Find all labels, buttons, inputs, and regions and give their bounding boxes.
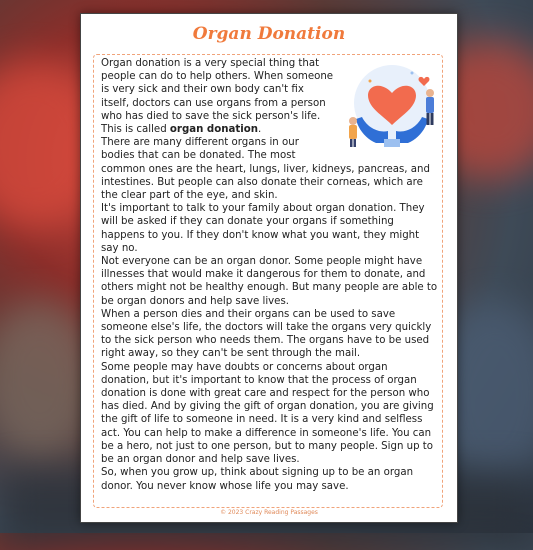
intro-end: . bbox=[257, 124, 262, 136]
paragraph-concerns: Some people may have doubts or concerns about organ donation, but it's important to know that the process of organ donation is done with great care and respect for the person who has died. And by giving the gift of organ donation, you are giving the gift of life to someone in need. It is a very kind and selfless act. You can help to make a difference in someone's life. You can be a hero, not just to one person, but to many people. Sign up to be an organ donor and help save lives. bbox=[101, 361, 434, 466]
copyright-footer: © 2023 Crazy Reading Passages bbox=[220, 509, 318, 516]
worksheet-page bbox=[80, 13, 458, 523]
paragraph-process: When a person dies and their organs can be used to save someone else's life, the doctors will take the organs very quickly to the sick person who needs them. The organs have to be used right away, so they can't be sent through the mail. bbox=[101, 308, 432, 360]
paragraph-eligibility: Not everyone can be an organ donor. Some people might have illnesses that would make it dangerous for them to donate, and others might not be healthy enough. But many people are able to be organ donors and help save lives. bbox=[101, 256, 438, 307]
passage-body bbox=[101, 57, 438, 493]
paragraph-closing: So, when you grow up, think about signing up to be an organ donor. You never know whose life you may save. bbox=[101, 467, 414, 492]
intro-bold-term: organ donation bbox=[169, 124, 258, 136]
paragraph-organs: There are many different organs in our bodies that can be donated. The most common ones are the heart, lungs, liver, kidneys, pancreas, and intestines. But people can also donate their corneas, which are the clear part of the eye, and skin. bbox=[101, 137, 430, 202]
intro-text: Organ donation is a very special thing that people can do to help others. When someone is very sick and their own body can't fix itself, doctors can use organs from a person who has died to save the sick person's life. This is called bbox=[101, 58, 334, 136]
page-title: Organ Donation bbox=[192, 24, 346, 44]
paragraph-family: It's important to talk to your family about organ donation. They will be asked if they can donate your organs if something happens to you. If they don't know what you want, they might say no. bbox=[101, 203, 425, 254]
organ-donation-illustration-icon bbox=[340, 59, 442, 151]
